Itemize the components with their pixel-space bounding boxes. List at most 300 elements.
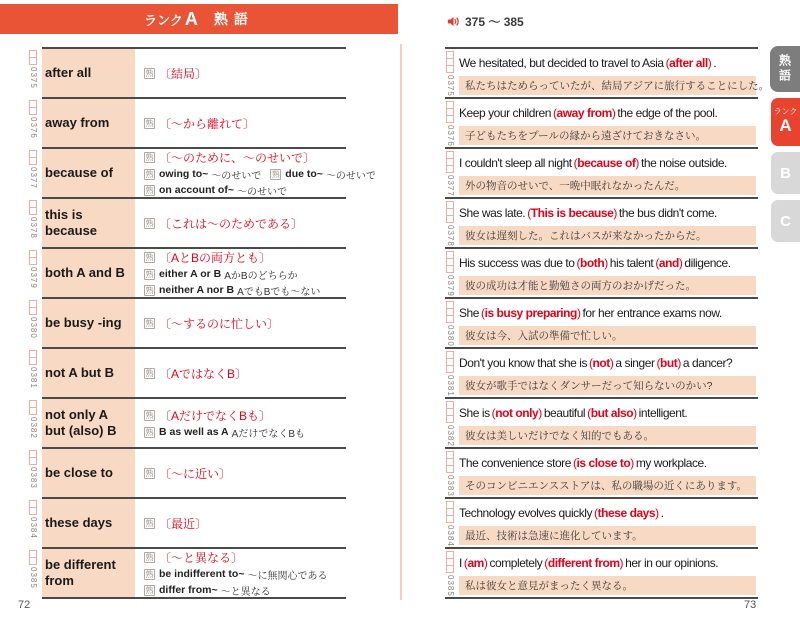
entry-number: 0382 <box>446 425 455 447</box>
page-number-right: 73 <box>744 599 757 611</box>
entry-number: 0378 <box>446 225 455 247</box>
review-checkbox[interactable] <box>29 257 37 265</box>
jukugo-badge-icon: 熟 <box>145 252 154 262</box>
review-checkbox[interactable] <box>29 507 37 515</box>
review-checkbox[interactable] <box>446 315 454 323</box>
idiom-term: be different from <box>42 549 135 597</box>
idiom-entry-row <box>29 97 346 147</box>
idiom-definitions <box>135 549 346 597</box>
entry-marker <box>29 251 41 289</box>
open-paren: ( <box>587 405 591 420</box>
entry-marker <box>29 51 41 89</box>
jukugo-badge-icon: 熟 <box>145 468 154 478</box>
sentence-text: . <box>713 55 717 70</box>
close-paren: ) <box>609 355 614 370</box>
highlighted-idiom <box>492 406 542 420</box>
example-entry-row <box>445 247 758 297</box>
highlighted-idiom <box>655 256 682 270</box>
entry-marker <box>446 102 458 147</box>
related-phrase-line <box>144 167 376 182</box>
entry-number: 0378 <box>29 217 38 239</box>
entry-marker <box>446 52 458 97</box>
highlighted-idiom <box>527 206 617 220</box>
related-phrase-en: due to~ <box>285 168 323 180</box>
entry-marker <box>446 202 458 247</box>
idiom-entry-row <box>29 297 346 347</box>
jukugo-badge-icon: 熟 <box>145 152 154 162</box>
sentence-translation: 彼女は美しいだけでなく知的でもある。 <box>459 426 756 445</box>
highlighted-idiom-text: not <box>592 355 610 370</box>
sentence-text: I couldn't sleep all night <box>459 155 572 170</box>
idiom-term: be busy -ing <box>42 299 135 347</box>
main-definition <box>144 515 346 532</box>
highlighted-idiom <box>666 56 712 70</box>
jukugo-badge-icon: 熟 <box>145 318 154 328</box>
entry-number: 0385 <box>29 567 38 589</box>
entry-marker <box>446 552 458 597</box>
highlighted-idiom-text: This is because <box>530 205 614 220</box>
sentence-translation: 外の物音のせいで、一晩中眠れなかったんだ。 <box>459 176 756 195</box>
right-page-example-table <box>445 47 770 599</box>
entry-number: 0385 <box>446 575 455 597</box>
main-definition-text: 〔AではなくB〕 <box>159 366 248 381</box>
jukugo-badge-icon: 熟 <box>145 427 154 437</box>
highlighted-idiom <box>589 356 613 370</box>
open-paren: ( <box>655 255 659 270</box>
highlighted-idiom <box>657 356 681 370</box>
close-paren: ) <box>677 355 681 370</box>
review-checkbox[interactable] <box>29 107 37 115</box>
sentence-text: We hesitated, but decided to travel to Asia <box>459 55 664 70</box>
sentence-translation: 最近、技術は急速に進化しています。 <box>459 526 756 545</box>
idiom-entry-row <box>29 347 346 397</box>
sentence-translation: そのコンビニエンスストアは、私の職場の近くにあります。 <box>459 476 756 495</box>
close-paren: ) <box>635 155 639 170</box>
entry-number: 0377 <box>446 175 455 197</box>
review-checkbox[interactable] <box>446 115 454 123</box>
entry-number: 0383 <box>446 475 455 497</box>
main-definition <box>144 149 346 166</box>
entry-number: 0375 <box>446 75 455 97</box>
related-phrase-en: be indifferent to~ <box>159 568 245 580</box>
tab-rank-a[interactable] <box>771 98 800 146</box>
related-phrase-line <box>144 567 346 582</box>
sentence-text: the bus didn't come. <box>618 205 717 220</box>
example-sentence <box>459 99 758 126</box>
related-phrase-en: on account of~ <box>159 184 234 196</box>
tab-rank-b[interactable] <box>771 152 800 194</box>
review-checkbox[interactable] <box>446 65 454 73</box>
jukugo-badge-icon: 熟 <box>145 68 154 78</box>
main-definition <box>144 249 346 266</box>
example-entry-row <box>445 547 758 597</box>
highlighted-idiom-text: different from <box>547 555 620 570</box>
main-definition <box>144 315 346 332</box>
banner-rank-label: ランク <box>144 12 183 28</box>
idiom-definitions <box>135 249 346 297</box>
example-entry-row <box>445 347 758 397</box>
main-definition <box>144 465 346 482</box>
jukugo-badge-icon: 熟 <box>145 285 154 295</box>
related-phrase-en: differ from~ <box>159 584 218 596</box>
review-checkbox[interactable] <box>446 215 454 223</box>
jukugo-badge-icon: 熟 <box>271 169 280 179</box>
idiom-definitions <box>135 449 346 497</box>
review-checkbox[interactable] <box>29 207 37 215</box>
example-entry-row <box>445 297 758 347</box>
sentence-text: completely <box>489 555 543 570</box>
sentence-text: His success was due to <box>459 255 575 270</box>
left-page-idiom-table <box>29 47 376 599</box>
sentence-text: Technology evolves quickly <box>459 505 593 520</box>
example-sentence <box>459 399 758 426</box>
entry-marker <box>446 152 458 197</box>
highlighted-idiom-text: not only <box>495 405 539 420</box>
jukugo-badge-icon: 熟 <box>145 118 154 128</box>
page-number-left: 72 <box>18 599 31 611</box>
banner-section-label: 熟語 <box>213 11 254 27</box>
sentence-translation: 彼女は今、入試の準備で忙しい。 <box>459 326 756 345</box>
highlighted-idiom-text: but <box>660 355 678 370</box>
example-entry-row <box>445 497 758 547</box>
idiom-entry-row <box>29 397 346 447</box>
idiom-definitions <box>135 149 376 198</box>
main-definition <box>144 215 346 232</box>
highlighted-idiom-text: is close to <box>576 455 631 470</box>
tab-rank-c[interactable] <box>771 200 800 242</box>
highlighted-idiom <box>481 306 580 320</box>
sentence-text: for her entrance exams now. <box>582 305 722 320</box>
tab-rank-a-label: ランク <box>773 107 798 117</box>
rank-banner <box>0 4 398 34</box>
idiom-definitions <box>135 399 346 447</box>
entry-marker <box>29 401 41 439</box>
related-phrase-ja: AかBのどちらか <box>224 270 298 282</box>
entry-marker <box>29 451 41 489</box>
entry-marker <box>446 452 458 497</box>
related-phrase-line <box>144 183 346 198</box>
idiom-entry-row <box>29 447 346 497</box>
audio-range-text: 375 〜 385 <box>465 15 524 29</box>
related-phrase-en: owing to~ <box>159 168 209 180</box>
example-entry-row <box>445 47 770 97</box>
review-checkbox[interactable] <box>446 465 454 473</box>
highlighted-idiom-text: is busy preparing <box>484 305 577 320</box>
sentence-text: the edge of the pool. <box>617 105 718 120</box>
highlighted-idiom-text: am <box>467 555 484 570</box>
example-entry-row <box>445 447 758 497</box>
review-checkbox[interactable] <box>29 57 37 65</box>
highlighted-idiom-text: and <box>658 255 679 270</box>
page-gutter-line <box>400 44 402 600</box>
review-checkbox[interactable] <box>446 265 454 273</box>
review-checkbox[interactable] <box>446 415 454 423</box>
close-paren: ) <box>613 205 617 220</box>
example-entry-row <box>445 97 758 147</box>
example-sentence <box>459 349 758 376</box>
review-checkbox[interactable] <box>29 307 37 315</box>
jukugo-badge-icon: 熟 <box>145 185 154 195</box>
main-definition <box>144 407 346 424</box>
main-definition-text: 〔結局〕 <box>159 66 208 81</box>
idiom-entry-row <box>29 247 346 298</box>
idiom-entry-row <box>29 147 376 198</box>
sentence-translation: 彼の成功は才能と勤勉さの両方のおかげだった。 <box>459 276 756 295</box>
close-paren: ) <box>630 455 634 470</box>
audio-track-range <box>446 13 524 30</box>
sentence-translation: 彼女が歌手ではなくダンサーだって知らないのかい? <box>459 376 756 395</box>
sentence-text: The convenience store <box>459 455 571 470</box>
idiom-entry-row <box>29 47 346 97</box>
review-checkbox[interactable] <box>29 457 37 465</box>
close-paren: ) <box>633 405 637 420</box>
highlighted-idiom <box>544 556 623 570</box>
jukugo-badge-icon: 熟 <box>145 585 154 595</box>
review-checkbox[interactable] <box>29 357 37 365</box>
jukugo-badge-icon: 熟 <box>145 552 154 562</box>
idiom-term: because of <box>42 149 135 197</box>
sentence-translation: 子どもたちをプールの縁から遠ざけておきなさい。 <box>459 126 756 145</box>
speaker-icon[interactable] <box>446 14 461 29</box>
review-checkbox[interactable] <box>29 557 37 565</box>
open-paren: ( <box>573 155 578 170</box>
related-phrase-ja: 〜と異なる <box>220 586 271 598</box>
sentence-text: a singer <box>615 355 655 370</box>
sentence-text: She was late. <box>459 205 526 220</box>
main-definition-text: 〔最近〕 <box>159 516 208 531</box>
entry-number: 0380 <box>29 317 38 339</box>
related-phrase-ja: AでもBでも〜ない <box>237 286 321 298</box>
idiom-definitions <box>135 99 346 147</box>
highlighted-idiom <box>594 506 659 520</box>
sentence-text: my workplace. <box>635 455 707 470</box>
review-checkbox[interactable] <box>29 407 37 415</box>
example-sentence <box>459 299 758 326</box>
open-paren: ( <box>589 355 593 370</box>
entry-marker <box>446 402 458 447</box>
entry-marker <box>446 502 458 547</box>
open-paren: ( <box>544 555 548 570</box>
idiom-term: not only A but (also) B <box>42 399 135 447</box>
idiom-definitions <box>135 199 346 247</box>
entry-number: 0376 <box>29 117 38 139</box>
related-phrase-ja: 〜のせいで <box>211 170 262 182</box>
entry-marker <box>29 151 41 189</box>
open-paren: ( <box>481 305 485 320</box>
entry-number: 0384 <box>446 525 455 547</box>
close-paren: ) <box>604 255 608 270</box>
open-paren: ( <box>594 505 598 520</box>
close-paren: ) <box>576 305 581 320</box>
related-phrase-line <box>144 425 346 440</box>
banner-rank-letter: A <box>184 8 198 29</box>
example-sentence <box>459 499 758 526</box>
entry-marker <box>29 101 41 139</box>
open-paren: ( <box>576 255 581 270</box>
entry-marker <box>29 551 41 589</box>
sentence-translation: 私は彼女と意見がまったく異なる。 <box>459 576 756 595</box>
sentence-text: Don't you know that she is <box>459 355 587 370</box>
idiom-term: both A and B <box>42 249 135 297</box>
main-definition-text: 〔これは〜のためである〕 <box>159 216 304 231</box>
sentence-text: Keep your children <box>459 105 551 120</box>
main-definition-text: 〔〜に近い〕 <box>159 466 232 481</box>
highlighted-idiom <box>464 556 488 570</box>
open-paren: ( <box>656 355 661 370</box>
idiom-term: away from <box>42 99 135 147</box>
entry-marker <box>29 301 41 339</box>
idiom-definitions <box>135 49 346 97</box>
highlighted-idiom-text: because of <box>577 155 636 170</box>
related-phrase-en: either A or B <box>159 268 222 280</box>
related-phrase-ja: 〜のせいで <box>236 186 287 198</box>
main-definition-text: 〔〜するのに忙しい〕 <box>159 316 280 331</box>
sentence-text: her in our opinions. <box>625 555 719 570</box>
jukugo-badge-icon: 熟 <box>145 518 154 528</box>
example-sentence <box>459 199 758 226</box>
idiom-term: these days <box>42 499 135 547</box>
sentence-text: beautiful <box>543 405 586 420</box>
idiom-entry-row <box>29 547 346 598</box>
tab-jukugo-label: 熟語 <box>777 54 792 84</box>
close-paren: ) <box>538 405 542 420</box>
highlighted-idiom <box>553 106 615 120</box>
close-paren: ) <box>619 555 624 570</box>
idiom-term: be close to <box>42 449 135 497</box>
sentence-translation: 私たちはためらっていたが、結局アジアに旅行することにした。 <box>459 76 756 95</box>
review-checkbox[interactable] <box>29 157 37 165</box>
sentence-text: his talent <box>609 255 654 270</box>
main-definition <box>144 65 346 82</box>
main-definition-text: 〔〜のために、〜のせいで〕 <box>159 150 316 165</box>
main-definition-text: 〔〜と異なる〕 <box>159 550 244 565</box>
example-sentence <box>459 49 758 76</box>
related-phrase-ja: 〜のせいで <box>325 170 376 182</box>
entry-number: 0377 <box>29 167 38 189</box>
review-checkbox[interactable] <box>446 565 454 573</box>
sentence-text: diligence. <box>684 255 731 270</box>
main-definition-text: 〔AとBの両方とも〕 <box>159 250 272 265</box>
jukugo-badge-icon: 熟 <box>145 169 154 179</box>
entry-number: 0382 <box>29 417 38 439</box>
jukugo-badge-icon: 熟 <box>145 569 154 579</box>
idiom-entry-row <box>29 197 346 247</box>
entry-number: 0379 <box>446 275 455 297</box>
review-checkbox[interactable] <box>446 515 454 523</box>
idiom-term: this is because <box>42 199 135 247</box>
entry-marker <box>446 302 458 347</box>
open-paren: ( <box>552 105 557 120</box>
highlighted-idiom <box>574 156 639 170</box>
close-paren: ) <box>483 555 488 570</box>
related-phrase-ja: 〜に無関心である <box>247 570 328 582</box>
idiom-term: not A but B <box>42 349 135 397</box>
highlighted-idiom <box>587 406 637 420</box>
related-phrase-line <box>144 283 346 298</box>
open-paren: ( <box>491 405 496 420</box>
open-paren: ( <box>463 555 468 570</box>
sentence-text: I <box>459 555 462 570</box>
related-phrase-line <box>144 583 346 598</box>
idiom-definitions <box>135 299 346 347</box>
highlighted-idiom-text: away from <box>556 105 612 120</box>
idiom-definitions <box>135 499 346 547</box>
entry-number: 0381 <box>29 367 38 389</box>
jukugo-badge-icon: 熟 <box>145 368 154 378</box>
example-entry-row <box>445 197 758 247</box>
jukugo-badge-icon: 熟 <box>145 218 154 228</box>
jukugo-badge-icon: 熟 <box>145 410 154 420</box>
highlighted-idiom <box>577 256 608 270</box>
idiom-definitions <box>135 349 346 397</box>
close-paren: ) <box>611 105 616 120</box>
sentence-text: the noise outside. <box>640 155 727 170</box>
entry-number: 0375 <box>29 67 38 89</box>
related-phrase-en: neither A nor B <box>159 284 235 296</box>
entry-marker <box>29 501 41 539</box>
review-checkbox[interactable] <box>446 365 454 373</box>
highlighted-idiom-text: after all <box>669 55 708 70</box>
related-phrase-en: B as well as A <box>159 426 229 438</box>
close-paren: ) <box>655 505 659 520</box>
idiom-entry-row <box>29 497 346 547</box>
entry-number: 0384 <box>29 517 38 539</box>
example-entry-row <box>445 147 758 197</box>
close-paren: ) <box>707 55 712 70</box>
sentence-text: She <box>459 305 480 320</box>
open-paren: ( <box>572 455 577 470</box>
review-checkbox[interactable] <box>446 165 454 173</box>
sentence-text: . <box>660 505 664 520</box>
main-definition <box>144 365 346 382</box>
example-sentence <box>459 449 758 476</box>
idiom-term: after all <box>42 49 135 97</box>
example-sentence <box>459 149 758 176</box>
tab-rank-a-letter: A <box>779 116 792 136</box>
main-definition-text: 〔AだけでなくBも〕 <box>159 408 272 423</box>
tab-jukugo-section[interactable] <box>770 46 800 92</box>
example-sentence <box>459 549 758 576</box>
related-phrase-ja: AだけでなくBも <box>231 428 305 440</box>
highlighted-idiom-text: these days <box>597 505 656 520</box>
sentence-text: intelligent. <box>638 405 688 420</box>
open-paren: ( <box>665 55 670 70</box>
main-definition <box>144 549 346 566</box>
entry-marker <box>29 351 41 389</box>
entry-number: 0379 <box>29 267 38 289</box>
highlighted-idiom-text: but also <box>590 405 634 420</box>
entry-marker <box>29 201 41 239</box>
entry-number: 0376 <box>446 125 455 147</box>
jukugo-badge-icon: 熟 <box>145 269 154 279</box>
sentence-text: She is <box>459 405 490 420</box>
close-paren: ) <box>678 255 683 270</box>
entry-number: 0383 <box>29 467 38 489</box>
open-paren: ( <box>527 205 531 220</box>
entry-number: 0380 <box>446 325 455 347</box>
main-definition <box>144 115 346 132</box>
tab-rank-c-letter: C <box>780 212 791 230</box>
sentence-text: a dancer? <box>682 355 733 370</box>
example-sentence <box>459 249 758 276</box>
entry-marker <box>446 252 458 297</box>
highlighted-idiom <box>573 456 634 470</box>
highlighted-idiom-text: both <box>580 255 605 270</box>
tab-rank-b-letter: B <box>780 164 791 182</box>
sentence-translation: 彼女は遅刻した。これはバスが来なかったからだ。 <box>459 226 756 245</box>
example-entry-row <box>445 397 758 447</box>
entry-marker <box>446 352 458 397</box>
